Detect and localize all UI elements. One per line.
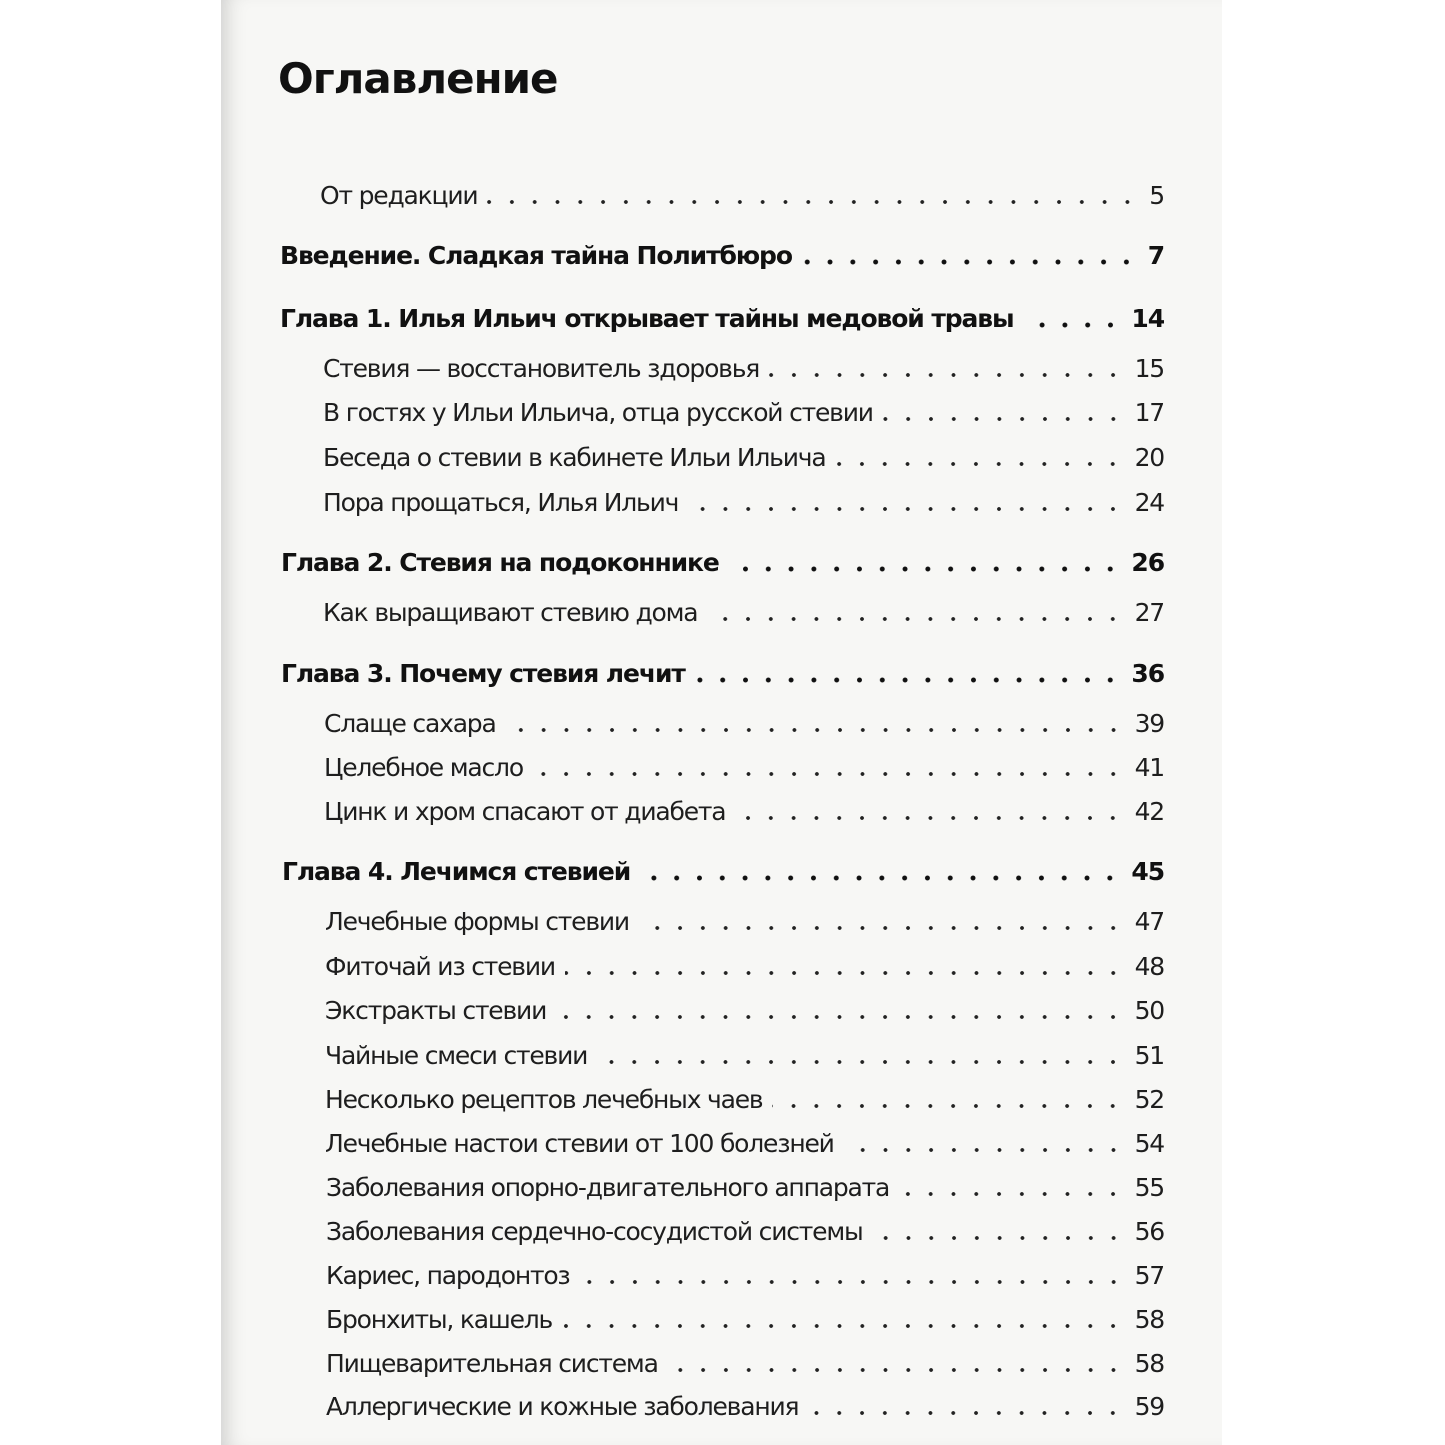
- toc-entry-title: Лечебные настои стевии от 100 болезней: [325, 1129, 834, 1158]
- toc-entry: [326, 1217, 1164, 1246]
- toc-entry-title: Слаще сахара: [324, 709, 496, 738]
- toc-entry-page: 57: [1134, 1261, 1164, 1290]
- toc-entry-title: Стевия — восстановитель здоровья: [323, 354, 760, 383]
- toc-entry: [325, 1085, 1164, 1114]
- toc-entry-title: В гостях у Ильи Ильича, отца русской стевии: [323, 398, 873, 427]
- toc-entry-title: Как выращивают стевию дома: [323, 598, 698, 627]
- dot-leader: [506, 724, 1125, 736]
- dot-leader: [562, 1320, 1124, 1332]
- toc-entry: [323, 443, 1164, 472]
- dot-leader: [883, 413, 1125, 425]
- dot-leader: [873, 1232, 1125, 1244]
- dot-leader: [695, 674, 1122, 686]
- dot-leader: [729, 563, 1122, 575]
- toc-entry-title: Глава 2. Стевия на подоконнике: [281, 548, 719, 577]
- toc-entry: [320, 181, 1164, 210]
- toc-entry: [281, 659, 1164, 688]
- toc-entry-title: Кариес, пародонтоз: [326, 1261, 570, 1290]
- toc-entry-page: 24: [1134, 488, 1164, 517]
- toc-entry: [326, 1392, 1164, 1421]
- toc-entry: [323, 398, 1164, 427]
- dot-leader: [533, 768, 1125, 780]
- toc-entry-page: 45: [1131, 857, 1164, 886]
- toc-entry: [325, 952, 1164, 981]
- toc-entry: [326, 1305, 1164, 1334]
- toc-entry-page: 15: [1134, 354, 1164, 383]
- page-title: Оглавление: [278, 54, 558, 104]
- toc-entry: [323, 598, 1164, 627]
- toc-entry-page: 55: [1134, 1173, 1164, 1202]
- toc-entry-title: От редакции: [320, 181, 478, 210]
- dot-leader: [735, 812, 1124, 824]
- toc-entry-title: Заболевания опорно-двигательного аппарата: [326, 1173, 890, 1202]
- toc-entry-page: 7: [1147, 241, 1164, 270]
- dot-leader: [565, 967, 1125, 979]
- toc-entry: [326, 1173, 1164, 1202]
- toc-entry: [280, 304, 1164, 333]
- dot-leader: [1024, 319, 1122, 331]
- toc-entry-title: Цинк и хром спасают от диабета: [324, 797, 726, 826]
- toc-entry-page: 14: [1131, 304, 1164, 333]
- toc-entry-title: Бронхиты, кашель: [326, 1305, 553, 1334]
- toc-entry-title: Глава 1. Илья Ильич открывает тайны медовой травы: [280, 304, 1014, 333]
- dot-leader: [487, 196, 1139, 208]
- toc-entry-page: 47: [1134, 907, 1164, 936]
- dot-leader: [707, 613, 1124, 625]
- toc-entry-title: Фиточай из стевии: [325, 952, 555, 981]
- dot-leader: [640, 872, 1121, 884]
- toc-entry: [324, 797, 1164, 826]
- toc-entry: [325, 1041, 1164, 1070]
- toc-entry: [326, 1349, 1164, 1378]
- dot-leader: [688, 503, 1124, 515]
- toc-entry-title: Целебное масло: [324, 753, 523, 782]
- toc-entry-page: 17: [1134, 398, 1164, 427]
- toc-entry-page: 51: [1134, 1041, 1164, 1070]
- toc-entry-page: 39: [1134, 709, 1164, 738]
- toc-entry-page: 42: [1134, 797, 1164, 826]
- toc-entry: [282, 857, 1164, 886]
- toc-entry-title: Несколько рецептов лечебных чаев: [325, 1085, 763, 1114]
- toc-entry: [323, 488, 1164, 517]
- toc-entry-page: 58: [1134, 1349, 1164, 1378]
- toc-entry-page: 59: [1134, 1392, 1164, 1421]
- dot-leader: [668, 1364, 1125, 1376]
- toc-entry: [325, 907, 1164, 936]
- toc-entry: [326, 1261, 1164, 1290]
- toc-entry-page: 48: [1134, 952, 1164, 981]
- toc-entry-page: 26: [1131, 548, 1164, 577]
- dot-leader: [899, 1188, 1124, 1200]
- toc-entry-page: 41: [1134, 753, 1164, 782]
- toc-entry-page: 50: [1134, 996, 1164, 1025]
- toc-entry-title: Пора прощаться, Илья Ильич: [323, 488, 679, 517]
- dot-leader: [772, 1100, 1124, 1112]
- dot-leader: [844, 1144, 1125, 1156]
- dot-leader: [556, 1011, 1124, 1023]
- toc-entry-page: 36: [1131, 659, 1164, 688]
- toc-entry-title: Пищеварительная система: [326, 1349, 658, 1378]
- toc-entry: [324, 753, 1164, 782]
- toc-entry-page: 5: [1149, 181, 1164, 210]
- toc-entry-title: Аллергические и кожные заболевания: [326, 1392, 799, 1421]
- toc-entry: [281, 548, 1164, 577]
- toc-entry-title: Глава 4. Лечимся стевией: [282, 857, 631, 886]
- toc-entry: [325, 996, 1164, 1025]
- toc-entry-page: 52: [1134, 1085, 1164, 1114]
- dot-leader: [597, 1056, 1124, 1068]
- toc-entry-title: Глава 3. Почему стевия лечит: [281, 659, 685, 688]
- toc-entry: [280, 241, 1164, 270]
- toc-entry-page: 56: [1134, 1217, 1164, 1246]
- toc-entry-title: Заболевания сердечно-сосудистой системы: [326, 1217, 863, 1246]
- toc-entry-title: Введение. Сладкая тайна Политбюро: [280, 241, 792, 270]
- dot-leader: [808, 1407, 1124, 1419]
- toc-entry-title: Экстракты стевии: [325, 996, 547, 1025]
- toc-entry-title: Лечебные формы стевии: [325, 907, 629, 936]
- dot-leader: [580, 1276, 1125, 1288]
- toc-entry-page: 54: [1134, 1129, 1164, 1158]
- dot-leader: [802, 256, 1138, 268]
- toc-entry: [325, 1129, 1164, 1158]
- toc-entry-title: Чайные смеси стевии: [325, 1041, 588, 1070]
- toc-entry-title: Беседа о стевии в кабинете Ильи Ильича: [323, 443, 826, 472]
- dot-leader: [835, 458, 1124, 470]
- toc-entry-page: 58: [1134, 1305, 1164, 1334]
- toc-entry: [324, 709, 1164, 738]
- toc-entry: [323, 354, 1164, 383]
- dot-leader: [639, 922, 1125, 934]
- toc-entry-page: 27: [1134, 598, 1164, 627]
- toc-entry-page: 20: [1134, 443, 1164, 472]
- dot-leader: [769, 369, 1124, 381]
